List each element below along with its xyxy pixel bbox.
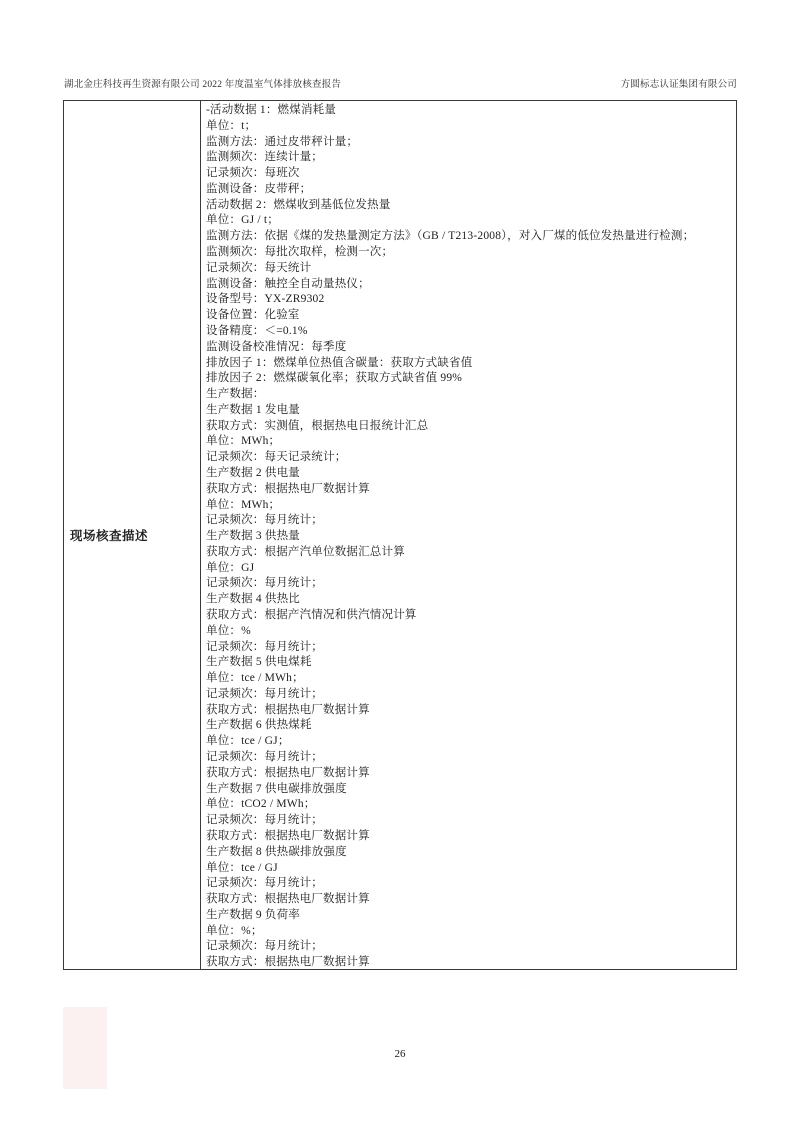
content-line: 获取方式：根据产汽单位数据汇总计算 xyxy=(206,545,405,558)
site-verification-table xyxy=(63,100,737,970)
content-line: 单位：tce / GJ； xyxy=(206,735,290,748)
content-line: 记录频次：每月统计； xyxy=(206,640,323,653)
content-line: 监测设备校准情况：每季度 xyxy=(206,340,347,353)
page-footer xyxy=(0,1048,800,1060)
page-number: 26 xyxy=(394,1048,406,1060)
content-line: 获取方式：根据热电厂数据计算 xyxy=(206,703,370,716)
content-line: 设备型号：YX-ZR9302 xyxy=(206,293,325,306)
content-line: 获取方式：根据热电厂数据计算 xyxy=(206,482,370,495)
content-line: 记录频次：每班次 xyxy=(206,167,300,180)
content-line: 单位：GJ / t； xyxy=(206,214,279,227)
content-line: 获取方式：根据热电厂数据计算 xyxy=(206,956,370,969)
content-line: 监测频次：每批次取样，检测一次； xyxy=(206,246,394,259)
row-label-cell xyxy=(64,101,201,969)
header-report-title: 湖北金庄科技再生资源有限公司 2022 年度温室气体排放核查报告 xyxy=(64,80,342,90)
content-line: 获取方式：根据热电厂数据计算 xyxy=(206,829,370,842)
content-line: 记录频次：每月统计； xyxy=(206,877,323,890)
content-line: 单位：MWh； xyxy=(206,498,281,511)
header-certifier-name: 方圆标志认证集团有限公司 xyxy=(620,80,737,90)
content-line: 监测方法：依据《煤的发热量测定方法》（GB / T213-2008），对入厂煤的低位发热量进行检测； xyxy=(206,230,695,243)
content-line: 单位：tCO2 / MWh； xyxy=(206,798,316,811)
content-line: 生产数据 9 负荷率 xyxy=(206,908,300,921)
content-line: 记录频次：每天记录统计； xyxy=(206,451,347,464)
content-line: 记录频次：每月统计； xyxy=(206,687,323,700)
content-line: 记录频次：每月统计； xyxy=(206,814,323,827)
content-line: 监测频次：连续计量； xyxy=(206,151,323,164)
content-line: 生产数据： xyxy=(206,388,265,401)
content-line: 记录频次：每月统计； xyxy=(206,577,323,590)
content-line: 单位：MWh； xyxy=(206,435,281,448)
content-line: 记录频次：每月统计； xyxy=(206,751,323,764)
content-line: 记录频次：每月统计； xyxy=(206,940,323,953)
content-line: 排放因子 2：燃煤碳氧化率；获取方式缺省值 99% xyxy=(206,372,463,385)
content-line: 单位：t； xyxy=(206,119,257,132)
content-line: 生产数据 8 供热碳排放强度 xyxy=(206,845,347,858)
content-line: 获取方式：根据热电厂数据计算 xyxy=(206,766,370,779)
content-line: 生产数据 6 供热煤耗 xyxy=(206,719,312,732)
content-line: -活动数据 1：燃煤消耗量 xyxy=(206,104,337,116)
content-line: 生产数据 7 供电碳排放强度 xyxy=(206,782,347,795)
content-line: 生产数据 5 供电煤耗 xyxy=(206,656,312,669)
content-line: 监测设备：触控全自动量热仪； xyxy=(206,277,370,290)
row-label: 现场核查描述 xyxy=(70,529,149,543)
content-line: 生产数据 3 供热量 xyxy=(206,530,300,543)
content-line: 记录频次：每月统计； xyxy=(206,514,323,527)
content-line: 获取方式：根据产汽情况和供汽情况计算 xyxy=(206,609,417,621)
content-line: 设备精度：＜=0.1% xyxy=(206,324,308,337)
content-line: 监测设备：皮带秤； xyxy=(206,182,312,195)
content-line: 获取方式：根据热电厂数据计算 xyxy=(206,893,370,906)
content-line: 单位：tce / GJ xyxy=(206,861,278,874)
content-line: 单位：GJ xyxy=(206,561,255,574)
content-line: 单位：% xyxy=(206,624,251,637)
content-line: 监测方法：通过皮带秤计量； xyxy=(206,135,359,148)
content-line: 单位：%； xyxy=(206,924,263,937)
content-line: 活动数据 2：燃煤收到基低位发热量 xyxy=(206,198,391,211)
content-line: 记录频次：每天统计 xyxy=(206,261,312,274)
content-line: 生产数据 4 供热比 xyxy=(206,593,300,606)
content-line: 设备位置：化验室 xyxy=(206,309,300,322)
verification-description-cell xyxy=(201,101,736,969)
content-line: 获取方式：实测值，根据热电日报统计汇总 xyxy=(206,419,429,432)
content-line: 生产数据 1 发电量 xyxy=(206,403,300,416)
page-header xyxy=(64,76,737,90)
content-line: 生产数据 2 供电量 xyxy=(206,466,300,479)
content-line: 排放因子 1：燃煤单位热值含碳量：获取方式缺省值 xyxy=(206,356,473,369)
content-line: 单位：tce / MWh； xyxy=(206,672,304,685)
